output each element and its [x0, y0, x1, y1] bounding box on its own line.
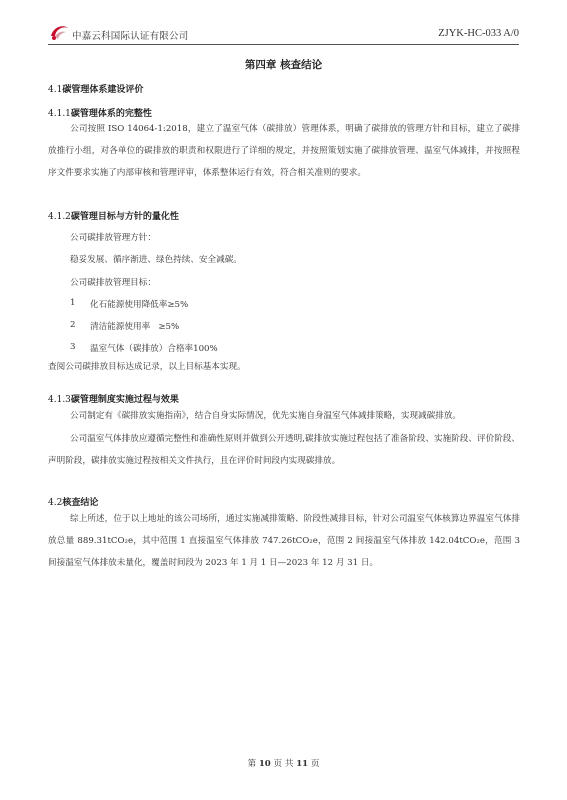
chapter-title: 第四章 核查结论	[244, 59, 323, 71]
policy-text: 稳妥发展、循序渐进、绿色持续、安全减碳。	[70, 255, 242, 265]
section-title: 碳管理体系建设评价	[62, 85, 144, 95]
section-4-1-1-paragraph	[48, 118, 520, 184]
footer-prefix: 第	[247, 759, 257, 769]
target-label: 公司碳排放管理目标：	[70, 278, 156, 288]
section-number: 4.1.1	[48, 109, 71, 119]
page-number: 10	[258, 759, 271, 769]
section-number: 4.1	[48, 85, 63, 95]
target-text: 清洁能源使用率 ≥5%	[90, 322, 180, 332]
company-name: 中嘉云科国际认证有限公司	[72, 31, 189, 42]
section-title: 碳管理体系的完整性	[70, 109, 152, 119]
footer-suffix: 页	[310, 759, 320, 769]
total-pages: 11	[296, 759, 309, 769]
section-number: 4.2	[48, 498, 63, 508]
company-logo-icon	[48, 22, 70, 42]
target-check-text: 查阅公司碳排放目标达成记录，以上目标基本实现。	[48, 362, 246, 372]
target-index: 2	[70, 320, 76, 330]
page-header	[48, 22, 519, 44]
section-4-1-heading	[48, 82, 143, 95]
document-number: ZJYK-HC-033 A/0	[438, 28, 519, 39]
header-rule	[48, 44, 519, 45]
paragraph-text: 公司按照 ISO 14064-1:2018，建立了温室气体（碳排放）管理体系，明确了碳排放的管理方针和目标，建立了碳排放推行小组，对各单位的碳排放的职责和权限进行了详细的规定，并按照策划实施了碳排放管理、温室气体减排，并按照程序文件要求实施了内部审核和管理评审，体系整体运行有效，符合相关准则的要求。	[48, 124, 520, 178]
target-text: 温室气体（碳排放）合格率100%	[90, 344, 218, 354]
section-title: 碳管理制度实施过程与效果	[70, 395, 179, 405]
section-4-1-3-paragraph-2	[48, 428, 520, 472]
footer-middle: 页 共	[273, 759, 294, 769]
section-4-1-2-heading	[48, 209, 179, 222]
policy-label: 公司碳排放管理方针：	[70, 233, 156, 243]
paragraph-text: 综上所述，位于以上地址的该公司场所，通过实施减排策略、阶段性减排目标，针对公司温室气体核算边界温室气体排放总量 889.31tCO₂e，其中范围 1 直接温室气体排放 747.26tCO₂e，范围 2 间接温室气体排放 142.04tCO₂e，范围 3 间接温室气体排放未量化，覆盖时间段为 2023 年 1 月 1 日—2023 年 12 月 31 日。	[48, 514, 520, 568]
section-number: 4.1.3	[48, 395, 71, 405]
section-4-2-paragraph	[48, 508, 520, 574]
target-text: 化石能源使用降低率≥5%	[90, 300, 189, 310]
paragraph-text: 公司温室气体排放应遵循完整性和准确性原则并做到公开透明,碳排放实施过程包括了准备阶段、实施阶段、评价阶段、声明阶段，碳排放实施过程按相关文件执行，且在评价时间段内实现碳排放。	[48, 434, 520, 466]
section-4-2-heading	[48, 495, 98, 508]
section-title: 核查结论	[62, 498, 99, 508]
target-index: 1	[70, 298, 76, 308]
section-number: 4.1.2	[48, 212, 71, 222]
section-title: 碳管理目标与方针的量化性	[70, 212, 179, 222]
page-footer	[0, 757, 567, 769]
section-4-1-3-paragraph-1	[48, 405, 520, 427]
target-index: 3	[70, 342, 76, 352]
section-4-1-3-heading	[48, 392, 179, 405]
paragraph-text: 公司制定有《碳排放实施指南》，结合自身实际情况，优先实施自身温室气体减排策略，实现减碳排放。	[70, 411, 462, 421]
